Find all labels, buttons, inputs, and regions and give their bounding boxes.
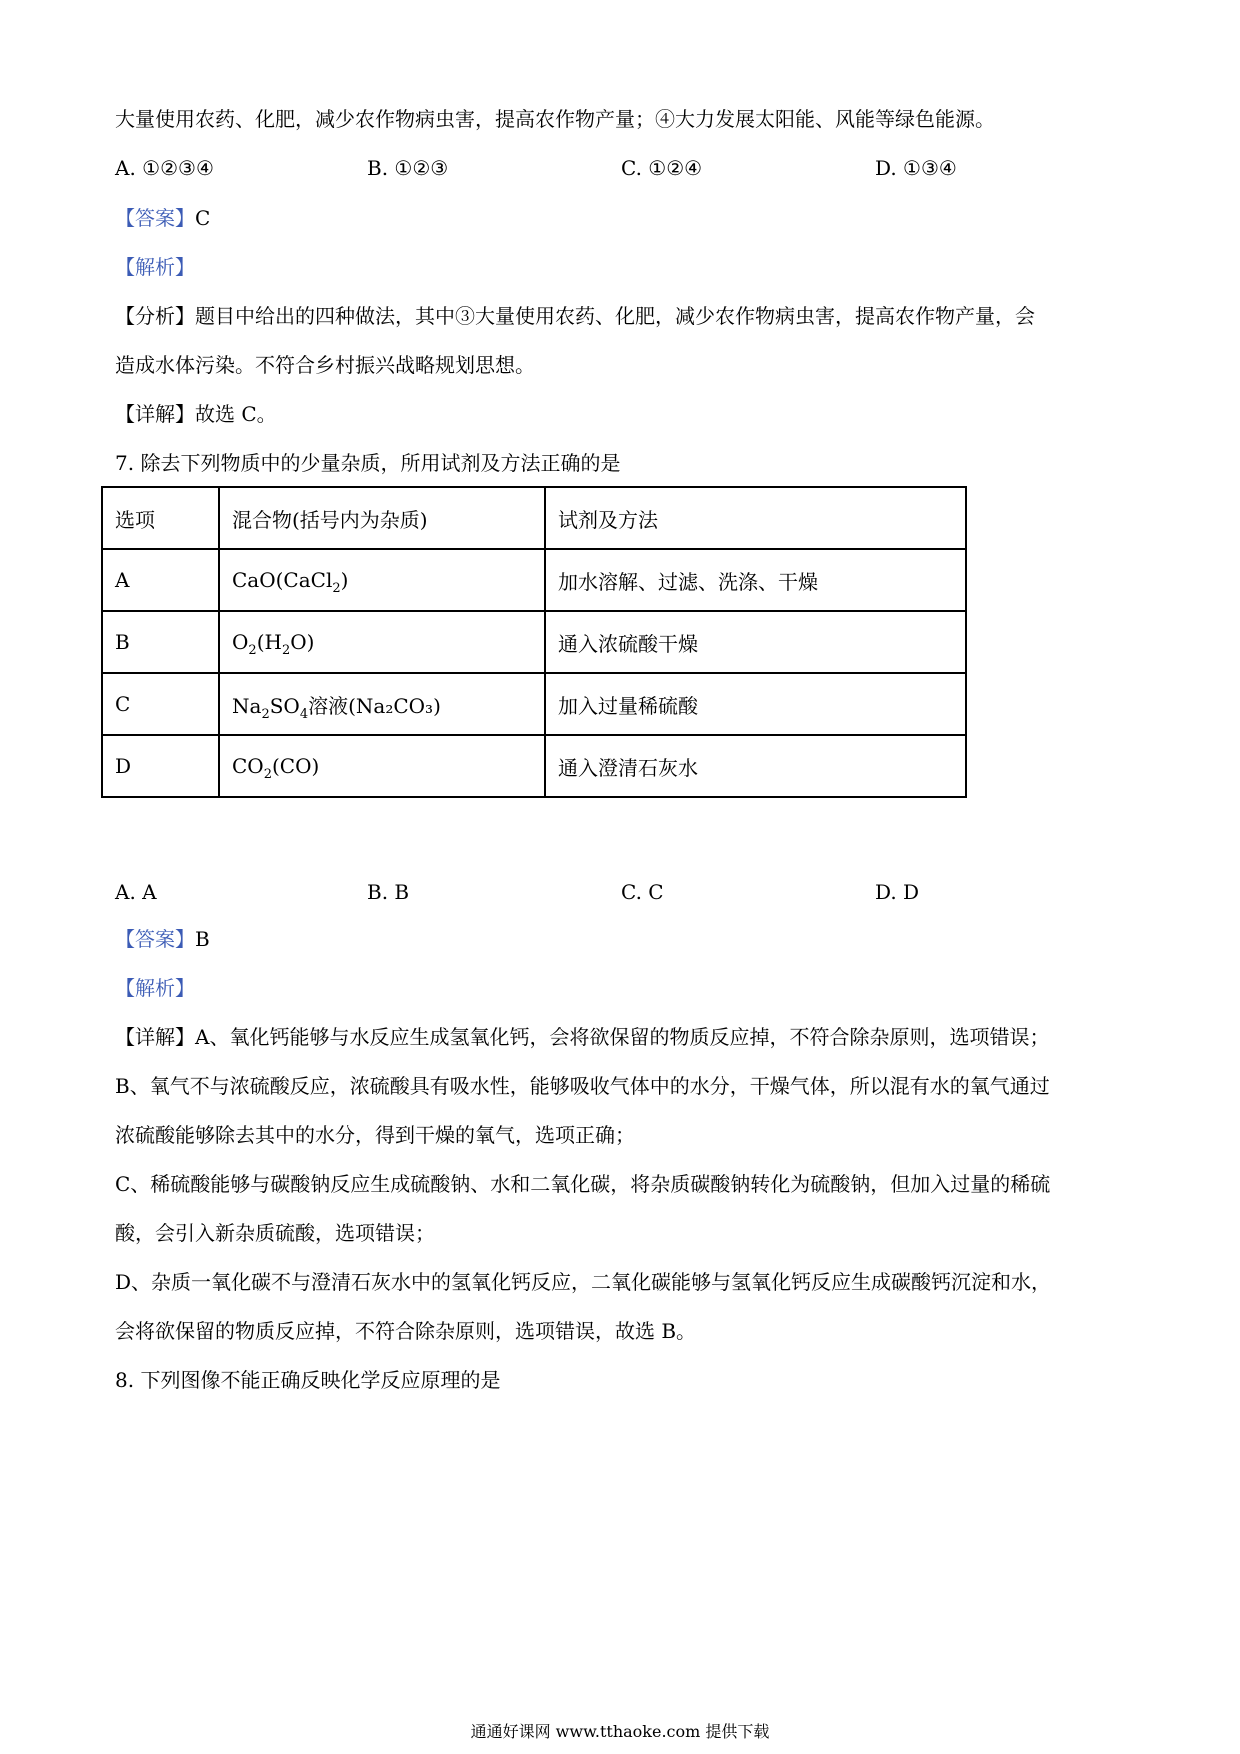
q7-detail-line: B、氧气不与浓硫酸反应，浓硫酸具有吸水性，能够吸收气体中的水分，干燥气体，所以混有水的氧气通过 bbox=[115, 1074, 1050, 1098]
q7-answer bbox=[115, 926, 210, 952]
table-row bbox=[102, 549, 966, 611]
table-header-mixture: 混合物(括号内为杂质) bbox=[219, 487, 545, 549]
q7-detail-line: D、杂质一氧化碳不与澄清石灰水中的氢氧化钙反应，二氧化碳能够与氢氧化钙反应生成碳酸钙沉淀和水， bbox=[115, 1270, 1052, 1294]
q6-option-c: C. ①②④ bbox=[621, 156, 703, 180]
table-cell-option: A bbox=[102, 549, 219, 611]
q7-detail-line: 浓硫酸能够除去其中的水分，得到干燥的氧气，选项正确； bbox=[115, 1123, 635, 1147]
q6-option-a: A. ①②③④ bbox=[115, 156, 214, 180]
q6-option-d: D. ①③④ bbox=[875, 156, 957, 180]
q6-answer-label: 【答案】 bbox=[115, 206, 195, 230]
q7-answer-label: 【答案】 bbox=[115, 927, 195, 951]
table-row bbox=[102, 611, 966, 673]
q7-stem: 7. 除去下列物质中的少量杂质，所用试剂及方法正确的是 bbox=[115, 451, 621, 475]
q6-detail-label: 【详解】 bbox=[115, 402, 195, 426]
q7-table bbox=[101, 486, 967, 798]
q7-option-c: C. C bbox=[621, 880, 664, 904]
q7-detail-line: 会将欲保留的物质反应掉，不符合除杂原则，选项错误，故选 B。 bbox=[115, 1319, 697, 1343]
page-footer: 通通好课网 www.tthaoke.com 提供下载 bbox=[470, 1722, 770, 1741]
q6-answer-value: C bbox=[195, 206, 211, 230]
table-header-method: 试剂及方法 bbox=[545, 487, 966, 549]
table-row bbox=[102, 673, 966, 735]
table-row bbox=[102, 735, 966, 797]
q7-option-a: A. A bbox=[115, 880, 157, 904]
q6-stem-tail: 大量使用农药、化肥，减少农作物病虫害，提高农作物产量；④大力发展太阳能、风能等绿色能源。 bbox=[115, 107, 995, 131]
q7-analysis-label: 【解析】 bbox=[115, 976, 195, 1000]
q7-answer-value: B bbox=[195, 927, 210, 951]
table-cell-method: 加入过量稀硫酸 bbox=[545, 673, 966, 735]
q7-option-b: B. B bbox=[367, 880, 410, 904]
q6-fenxi-line2: 造成水体污染。不符合乡村振兴战略规划思想。 bbox=[115, 353, 535, 377]
table-cell-option: C bbox=[102, 673, 219, 735]
q7-detail-line: 【详解】A、氧化钙能够与水反应生成氢氧化钙，会将欲保留的物质反应掉，不符合除杂原则，选项错误； bbox=[115, 1025, 1050, 1049]
q6-answer bbox=[115, 205, 210, 231]
q7-detail-label: 【详解】 bbox=[115, 1025, 195, 1049]
q6-fenxi-label: 【分析】 bbox=[115, 304, 195, 328]
q7-detail-line: 酸，会引入新杂质硫酸，选项错误； bbox=[115, 1221, 435, 1245]
table-cell-method: 通入澄清石灰水 bbox=[545, 735, 966, 797]
q8-stem: 8. 下列图像不能正确反映化学反应原理的是 bbox=[115, 1368, 501, 1392]
q6-detail bbox=[115, 401, 277, 427]
q6-detail-text: 故选 C。 bbox=[195, 402, 277, 426]
q6-fenxi-text1: 题目中给出的四种做法，其中③大量使用农药、化肥，减少农作物病虫害，提高农作物产量，会 bbox=[195, 304, 1035, 328]
table-cell-mixture: $Na_2SO_4$溶液(Na₂CO₃) bbox=[219, 673, 545, 735]
q7-option-d: D. D bbox=[875, 880, 920, 904]
table-header-option: 选项 bbox=[102, 487, 219, 549]
q6-fenxi-line1 bbox=[115, 303, 1035, 329]
q6-analysis-label: 【解析】 bbox=[115, 255, 195, 279]
q6-option-b: B. ①②③ bbox=[367, 156, 449, 180]
table-cell-option: B bbox=[102, 611, 219, 673]
table-cell-mixture: $CO_2(CO)$ bbox=[219, 735, 545, 797]
table-cell-mixture: CaO(CaCl$_2$) bbox=[219, 549, 545, 611]
q7-detail-line: C、稀硫酸能够与碳酸钠反应生成硫酸钠、水和二氧化碳，将杂质碳酸钠转化为硫酸钠，但加入过量的稀硫 bbox=[115, 1172, 1051, 1196]
table-cell-mixture: $O_2(H_2O)$ bbox=[219, 611, 545, 673]
table-cell-option: D bbox=[102, 735, 219, 797]
table-cell-method: 加水溶解、过滤、洗涤、干燥 bbox=[545, 549, 966, 611]
table-cell-method: 通入浓硫酸干燥 bbox=[545, 611, 966, 673]
table-header-row bbox=[102, 487, 966, 549]
